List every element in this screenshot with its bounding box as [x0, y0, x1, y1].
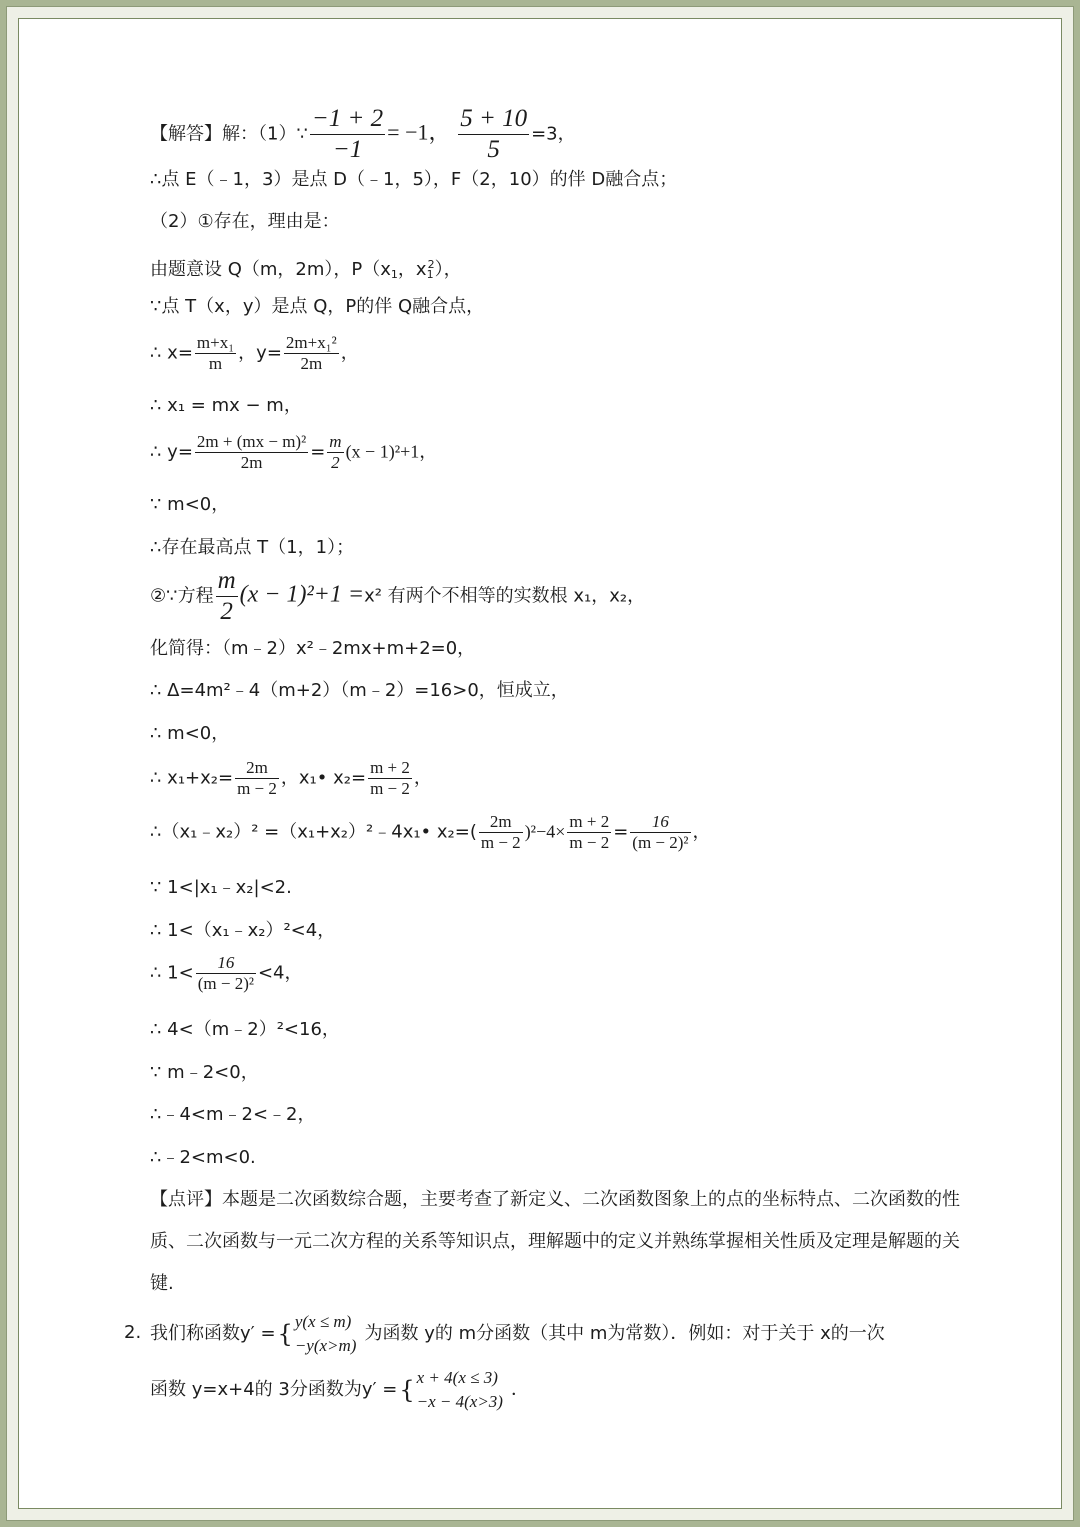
answer-line-21: ∵ m﹣2<0，: [150, 1062, 259, 1083]
answer-line-13: ∴ Δ=4m²﹣4（m+2）（m﹣2）=16>0，恒成立，: [150, 680, 569, 701]
answer-line-16: ∴（x₁﹣x₂）² =（x₁+x₂）²﹣4x₁• x₂=( $\frac{2m}{m - 2}$ )²−4× $\frac{m + 2}{m - 2}$ = $\frac{16}{\text{(m − 2)²}}$ ，: [150, 812, 711, 852]
answer-line-3: （2）①存在，理由是：: [150, 211, 340, 232]
answer-line-18: ∴ 1<（x₁﹣x₂）²<4，: [150, 920, 336, 941]
answer-line-22: ∴﹣4<m﹣2<﹣2，: [150, 1104, 316, 1125]
answer-line-6: ∴ x= $\frac{\text{m+x₁}}{m}$ ，y= $\frac{\text{2m+x₁²}}{2m}$ ，: [150, 333, 359, 373]
answer-line-4: 由题意设 Q（m，2m），$P(x_1$，$x_1^2$），: [150, 258, 462, 281]
brace-icon: {: [277, 1320, 293, 1348]
comment-paragraph: 【点评】本题是二次函数综合题，主要考查了新定义、二次函数图象上的点的坐标特点、二次函数的性质、二次函数与一元二次方程的关系等知识点，理解题中的定义并熟练掌握相关性质及定理是解题的关键.: [150, 1189, 960, 1294]
fraction: $\frac{5 + 10}{5}$: [460, 105, 528, 163]
answer-line-20: ∴ 4<（m﹣2）²<16，: [150, 1019, 340, 1040]
answer-line-19: ∴ 1< $\frac{16}{\text{(m − 2)²}}$ <4，: [150, 953, 303, 993]
answer-line-11: ②∵方程 $\frac{m}{2}$ (x − 1)²+1 =x² 有两个不相等的实数根 x₁，x₂，: [150, 567, 646, 625]
piecewise-cases: y(x ≤ m) −y(x>m): [294, 1312, 357, 1355]
question-2-line-1: 我们称函数y′ ={ y(x ≤ m) −y(x>m) 为函数 y的 m分函数（其中 m为常数）．例如：对于关于 x的一次: [150, 1310, 970, 1358]
answer-line-2: ∴点 E（﹣1，3）是点 D（﹣1，5），F（2，10）的伴 D融合点；: [150, 169, 678, 190]
question-number: 2.: [124, 1322, 142, 1343]
piecewise-cases: x + 4(x ≤ 3) −x − 4(x>3): [416, 1368, 503, 1411]
answer-line-12: 化简得：（m﹣2）x²﹣2mx+m+2=0，: [150, 638, 476, 659]
answer-line-14: ∴ m<0，: [150, 723, 230, 744]
answer-line-7: ∴ x₁ = mx − m，: [150, 395, 302, 416]
text: 【解答】解：（1）∵: [150, 123, 308, 145]
answer-line-17: ∵ 1<|x₁﹣x₂|<2.: [150, 877, 292, 898]
fraction: $\frac{-1 + 2}{-1}$: [311, 105, 384, 163]
question-2-line-2: 函数 y=x+4的 3分函数为y′ ={ x + 4(x ≤ 3) −x − 4(x>3) ．: [150, 1366, 970, 1414]
answer-line-1: 【解答】解：（1）∵ $\frac{-1 + 2}{-1}$ = −1， $\frac{5 + 10}{5}$ =3，: [150, 105, 576, 163]
answer-line-8: ∴ y= $\frac{\text{2m + (mx − m)²}}{2m}$ = $\frac{m}{2}$ (x − 1)²+1，: [150, 432, 438, 472]
answer-line-15: ∴ x₁+x₂= $\frac{2m}{m - 2}$ ，x₁• x₂= $\frac{m + 2}{m - 2}$ ，: [150, 758, 432, 798]
answer-line-23: ∴﹣2<m<0.: [150, 1147, 256, 1168]
answer-line-5: ∵点 T（x，y）是点 Q，P的伴 Q融合点，: [150, 296, 485, 317]
answer-line-9: ∵ m<0，: [150, 494, 230, 515]
brace-icon: {: [399, 1376, 415, 1404]
answer-line-10: ∴存在最高点 T（1，1）；: [150, 537, 355, 558]
